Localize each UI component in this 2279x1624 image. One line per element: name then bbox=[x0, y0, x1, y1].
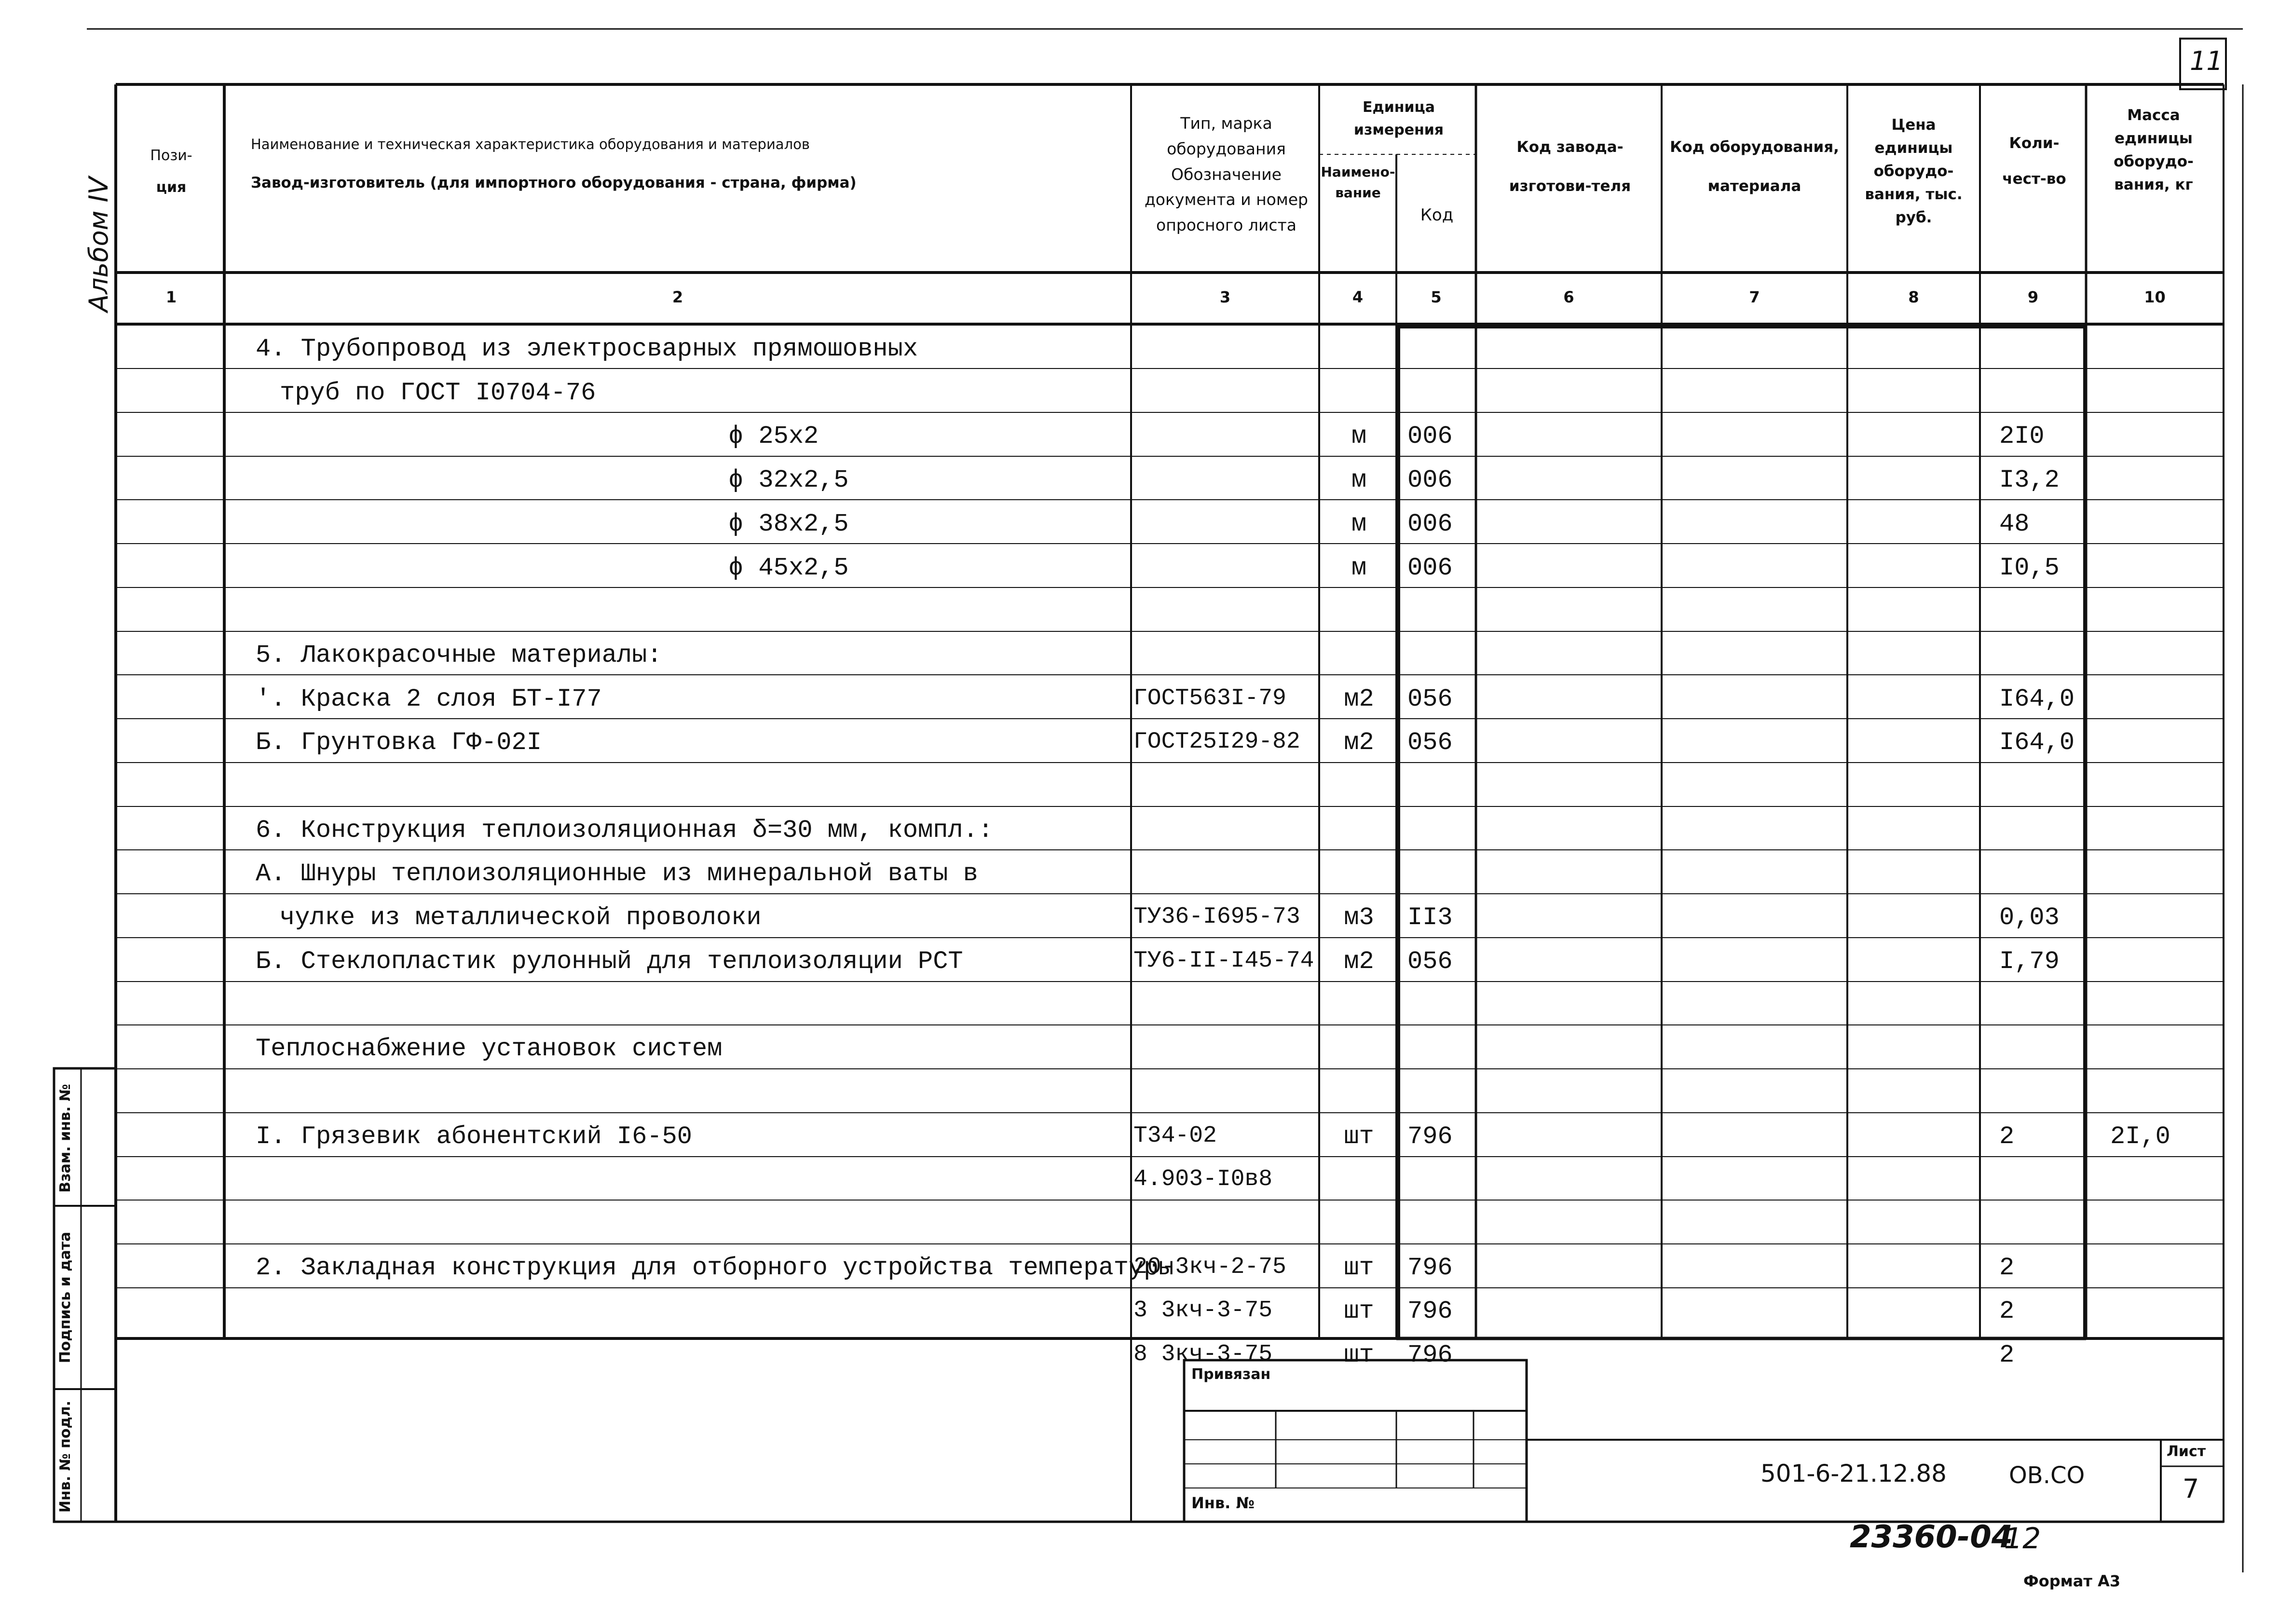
cell-code: 006 bbox=[1407, 553, 1453, 582]
cell-unit: шт bbox=[1344, 1253, 1374, 1282]
cell-type: 20-3кч-2-75 bbox=[1133, 1254, 1286, 1280]
cell-code: 796 bbox=[1407, 1297, 1453, 1326]
header-type: Тип, марка оборудования Обозначение документа и номер опросного листа bbox=[1144, 114, 1309, 235]
cell-code: 006 bbox=[1407, 466, 1453, 495]
cell-name: Б. Стеклопластик рулонный для теплоизоляции РСТ bbox=[256, 947, 963, 976]
col-number: 6 bbox=[1563, 288, 1574, 306]
col-number: 3 bbox=[1219, 288, 1231, 306]
cell-name: труб по ГОСТ I0704-76 bbox=[280, 378, 596, 407]
cell-unit: м2 bbox=[1344, 947, 1374, 976]
cell-unit: м2 bbox=[1344, 728, 1374, 757]
cell-type: 8 3кч-3-75 bbox=[1133, 1341, 1273, 1368]
margin-inv-podl: Инв. № подл. bbox=[57, 1400, 74, 1513]
cell-code: II3 bbox=[1407, 903, 1453, 932]
cell-code: 796 bbox=[1407, 1341, 1453, 1370]
cell-qty: I,79 bbox=[1999, 947, 2060, 976]
cell-name: I. Грязевик абонентский I6-50 bbox=[256, 1122, 692, 1151]
format-label: Формат А3 bbox=[2023, 1572, 2121, 1590]
cell-code: 006 bbox=[1407, 422, 1453, 451]
stamp-doc-mark: ОВ.СО bbox=[2009, 1462, 2085, 1489]
margin-vzam: Взам. инв. № bbox=[57, 1084, 74, 1193]
cell-type: 3 3кч-3-75 bbox=[1133, 1297, 1273, 1324]
stamp-bound-label: Привязан bbox=[1191, 1366, 1271, 1383]
col-number: 1 bbox=[165, 288, 177, 306]
col-number: 2 bbox=[672, 288, 683, 306]
margin-podpis: Подпись и дата bbox=[57, 1231, 74, 1364]
header-unit-code: Код bbox=[1420, 205, 1454, 225]
header-maker-code: Код завода-изготови-теля bbox=[1509, 138, 1631, 195]
cell-unit: шт bbox=[1344, 1122, 1374, 1151]
cell-code: 796 bbox=[1407, 1253, 1453, 1282]
cell-unit: м3 bbox=[1344, 903, 1374, 932]
cell-unit: м bbox=[1351, 422, 1367, 451]
header-unit-group: Единица измерения bbox=[1353, 99, 1444, 138]
cell-name: ϕ 38х2,5 bbox=[728, 509, 849, 538]
cell-type: ТУ6-II-I45-74 bbox=[1133, 947, 1314, 974]
col-number: 9 bbox=[2027, 288, 2039, 306]
header-qty: Коли-чест-во bbox=[2002, 135, 2066, 188]
cell-type: ТУ36-I695-73 bbox=[1133, 904, 1300, 930]
cell-qty: 2 bbox=[1999, 1253, 2015, 1282]
cell-name: чулке из металлической проволоки bbox=[280, 903, 762, 932]
cell-type: ГОСТ563I-79 bbox=[1133, 685, 1286, 711]
cell-name: ϕ 25х2 bbox=[728, 422, 819, 451]
cell-name: А. Шнуры теплоизоляционные из минеральной ваты в bbox=[256, 860, 978, 888]
cell-qty: 2 bbox=[1999, 1341, 2015, 1370]
cell-unit: м2 bbox=[1344, 684, 1374, 713]
cell-code: 006 bbox=[1407, 509, 1453, 538]
stamp-sheet-label: Лист bbox=[2167, 1443, 2206, 1460]
cell-code: 056 bbox=[1407, 947, 1453, 976]
cell-unit: шт bbox=[1344, 1297, 1374, 1326]
cell-name: ϕ 45х2,5 bbox=[728, 553, 849, 582]
header-position: Пози- ция bbox=[150, 147, 192, 196]
cell-unit: м bbox=[1351, 553, 1367, 582]
col-number: 8 bbox=[1908, 288, 1919, 306]
header-unit-name: Наимено-вание bbox=[1321, 164, 1395, 201]
cell-name: Теплоснабжение установок систем bbox=[256, 1035, 723, 1064]
cell-qty: 2I0 bbox=[1999, 422, 2045, 451]
cell-code: 056 bbox=[1407, 728, 1453, 757]
cell-name: ϕ 32х2,5 bbox=[728, 466, 849, 495]
cell-qty: I64,0 bbox=[1999, 728, 2075, 757]
cell-qty: 48 bbox=[1999, 509, 2030, 538]
col-number: 4 bbox=[1352, 288, 1364, 306]
stamp-doc-code: 501-6-21.12.88 bbox=[1760, 1460, 1947, 1488]
cell-unit: м bbox=[1351, 466, 1367, 495]
cell-name: 6. Конструкция теплоизоляционная δ=30 мм, компл.: bbox=[256, 816, 994, 845]
cell-name: '. Краска 2 слоя БТ-I77 bbox=[256, 684, 602, 713]
album-mark: Альбом IV bbox=[83, 177, 114, 312]
cell-type: Т34-02 bbox=[1133, 1122, 1217, 1149]
col-number: 5 bbox=[1431, 288, 1442, 306]
header-price: Цена единицы оборудо-вания, тыс. руб. bbox=[1865, 116, 1963, 227]
cell-unit: м bbox=[1351, 509, 1367, 538]
col-number: 10 bbox=[2144, 288, 2166, 306]
cell-name: Б. Грунтовка ГФ-02I bbox=[256, 728, 542, 757]
cell-qty: 0,03 bbox=[1999, 903, 2060, 932]
stamp-sheet-number: 7 bbox=[2183, 1474, 2199, 1504]
cell-qty: 2 bbox=[1999, 1122, 2015, 1151]
cell-name: 4. Трубопровод из электросварных прямошовных bbox=[256, 335, 918, 363]
header-mass: Масса единицы оборудо-вания, кг bbox=[2114, 107, 2194, 194]
cell-unit: шт bbox=[1344, 1341, 1374, 1370]
cell-name: 2. Закладная конструкция для отборного устройства температуры bbox=[256, 1253, 1174, 1282]
sheet-mark: 11 bbox=[2190, 46, 2223, 76]
cell-qty: I64,0 bbox=[1999, 684, 2075, 713]
cell-name: 5. Лакокрасочные материалы: bbox=[256, 641, 662, 669]
archive-number-suffix: 12 bbox=[2004, 1522, 2041, 1556]
cell-qty: I0,5 bbox=[1999, 553, 2060, 582]
cell-qty: 2 bbox=[1999, 1297, 2015, 1326]
archive-number: 23360-04 bbox=[1850, 1519, 2013, 1555]
cell-qty: I3,2 bbox=[1999, 466, 2060, 495]
cell-code: 056 bbox=[1407, 684, 1453, 713]
cell-mass: 2I,0 bbox=[2110, 1122, 2170, 1151]
cell-code: 796 bbox=[1407, 1122, 1453, 1151]
header-name: Наименование и техническая характеристика оборудования и материалов Завод-изготовитель (для импортного оборудования - страна, фирма) bbox=[251, 136, 857, 191]
stamp-inv-label: Инв. № bbox=[1191, 1494, 1255, 1512]
col-number: 7 bbox=[1749, 288, 1760, 306]
header-equip-code: Код оборудования, материала bbox=[1670, 138, 1839, 195]
cell-type: 4.903-I0в8 bbox=[1133, 1166, 1273, 1193]
cell-type: ГОСТ25I29-82 bbox=[1133, 729, 1300, 755]
